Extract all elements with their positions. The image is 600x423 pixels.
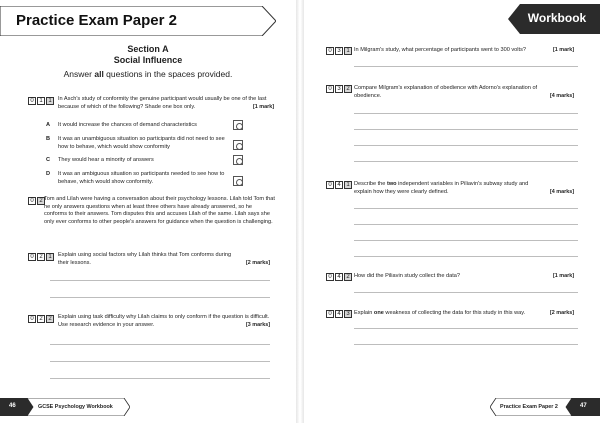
answer-line[interactable] [50, 344, 270, 345]
footer-title-right: Practice Exam Paper 2 [500, 404, 558, 410]
qnum-digit: 0 [28, 315, 36, 323]
right-page [304, 0, 600, 423]
marks-02-2: [3 marks] [246, 322, 270, 328]
qnum-digit: 2 [37, 197, 45, 205]
question-text-02-2: Explain using task difficulty why Lilah claims to only conform if the question is difficult. Use research evidence in your answer. [58, 314, 270, 328]
section-title: Section A [127, 44, 169, 54]
marks-03-1: [1 mark] [553, 47, 574, 53]
qnum-digit: 1 [46, 253, 54, 261]
answer-box-a[interactable] [233, 120, 243, 130]
qnum-digit: 2 [46, 315, 54, 323]
qnum-digit: 3 [344, 310, 352, 318]
option-text-c: They would hear a minority of answers [58, 157, 154, 163]
question-number-03-1 [326, 47, 353, 55]
question-number-04-3 [326, 310, 353, 318]
question-text-01-1: In Asch's study of conformity the genuine participant would usually be one of the last because of which of the following? Shade one box only. [58, 96, 267, 110]
section-subtitle: Social Influence [113, 55, 183, 65]
answer-line[interactable] [354, 208, 578, 209]
qnum-digit: 0 [326, 181, 334, 189]
left-page [0, 0, 296, 423]
question-number-04-2 [326, 273, 353, 281]
qnum-digit: 0 [326, 310, 334, 318]
answer-line[interactable] [354, 240, 578, 241]
question-number-04-1 [326, 181, 353, 189]
qnum-digit: 4 [335, 273, 343, 281]
option-text-d: It was an ambiguous situation so participants needed to see how to behave, which would show conformity. [58, 171, 225, 185]
answer-line[interactable] [354, 256, 578, 257]
workbook-label: Workbook [527, 11, 587, 25]
answer-line[interactable] [354, 328, 578, 329]
question-number-01-1 [28, 97, 55, 105]
answer-line[interactable] [50, 280, 270, 281]
qnum-digit: 0 [28, 197, 36, 205]
answer-line[interactable] [354, 129, 578, 130]
option-text-a: It would increase the chances of demand characteristics [58, 122, 197, 128]
question-text-03-1: In Milgram's study, what percentage of participants went to 300 volts? [354, 47, 526, 53]
question-stem-02: Tom and Lilah were having a conversation about their psychology lessons. Lilah told Tom that he only answers questions when at least three others have already answered, so he conforms to their answers. Tom disputes this and accuses Lilah of the same. Lilah says she only ever conforms to other people's answers for guidance when the question is challenging. [44, 196, 275, 225]
footer-left [0, 398, 130, 416]
option-letter-c: C [46, 157, 51, 163]
question-text-03-2: Compare Milgram's explanation of obedience with Adorno's explanation of obedience. [354, 85, 538, 99]
header-banner [0, 6, 276, 36]
answer-box-d[interactable] [233, 176, 243, 186]
question-number-02-2 [28, 315, 55, 323]
option-letter-d: D [46, 171, 51, 177]
qnum-digit: 0 [326, 273, 334, 281]
qnum-digit: 0 [28, 253, 36, 261]
page-title: Practice Exam Paper 2 [16, 12, 177, 29]
answer-line[interactable] [354, 145, 578, 146]
question-text-04-3: Explain one weakness of collecting the data for this study in this way. [354, 310, 526, 316]
qnum-digit: 2 [37, 253, 45, 261]
qnum-digit: 2 [344, 273, 352, 281]
qnum-digit: 1 [46, 97, 54, 105]
option-letter-b: B [46, 136, 51, 142]
marks-04-2: [1 mark] [553, 273, 574, 279]
qnum-digit: 0 [326, 85, 334, 93]
footer-title-left: GCSE Psychology Workbook [38, 404, 113, 410]
book-gutter [296, 0, 304, 423]
qnum-digit: 2 [37, 315, 45, 323]
qnum-digit: 1 [344, 181, 352, 189]
section-instruction: Answer all questions in the spaces provided. [63, 69, 233, 79]
answer-line[interactable] [354, 113, 578, 114]
qnum-digit: 1 [37, 97, 45, 105]
qnum-digit: 4 [335, 310, 343, 318]
answer-line[interactable] [354, 161, 578, 162]
qnum-digit: 0 [326, 47, 334, 55]
answer-line[interactable] [50, 297, 270, 298]
answer-line[interactable] [354, 224, 578, 225]
qnum-digit: 4 [335, 181, 343, 189]
qnum-digit: 1 [344, 47, 352, 55]
answer-line[interactable] [354, 292, 578, 293]
qnum-digit: 2 [344, 85, 352, 93]
marks-04-3: [2 marks] [550, 310, 574, 316]
qnum-digit: 3 [335, 85, 343, 93]
qnum-digit: 0 [28, 97, 36, 105]
marks-03-2: [4 marks] [550, 93, 574, 99]
marks-02-1: [2 marks] [246, 260, 270, 266]
question-number-03-2 [326, 85, 353, 93]
page-number-right: 47 [580, 403, 587, 409]
answer-box-c[interactable] [233, 155, 243, 165]
question-text-02-1: Explain using social factors why Lilah thinks that Tom conforms during their lessons. [58, 252, 232, 266]
answer-line[interactable] [50, 378, 270, 379]
question-number-02-1 [28, 253, 55, 261]
option-letter-a: A [46, 122, 51, 128]
workbook-tab [508, 4, 600, 34]
marks-04-1: [4 marks] [550, 189, 574, 195]
answer-line[interactable] [354, 344, 578, 345]
question-text-04-2: How did the Piliavin study collect the data? [354, 273, 461, 279]
marks-01-1: [1 mark] [253, 104, 274, 110]
answer-line[interactable] [50, 361, 270, 362]
qnum-digit: 3 [335, 47, 343, 55]
page-number-left: 46 [9, 403, 16, 409]
question-text-04-1: Describe the two independent variables in Piliavin's subway study and explain how they were clearly defined. [354, 181, 529, 195]
footer-right [490, 398, 600, 416]
answer-box-b[interactable] [233, 140, 243, 150]
answer-line[interactable] [354, 66, 578, 67]
option-text-b: It was an unambiguous situation so participants did not need to see how to behave, which would show conformity [58, 136, 225, 150]
